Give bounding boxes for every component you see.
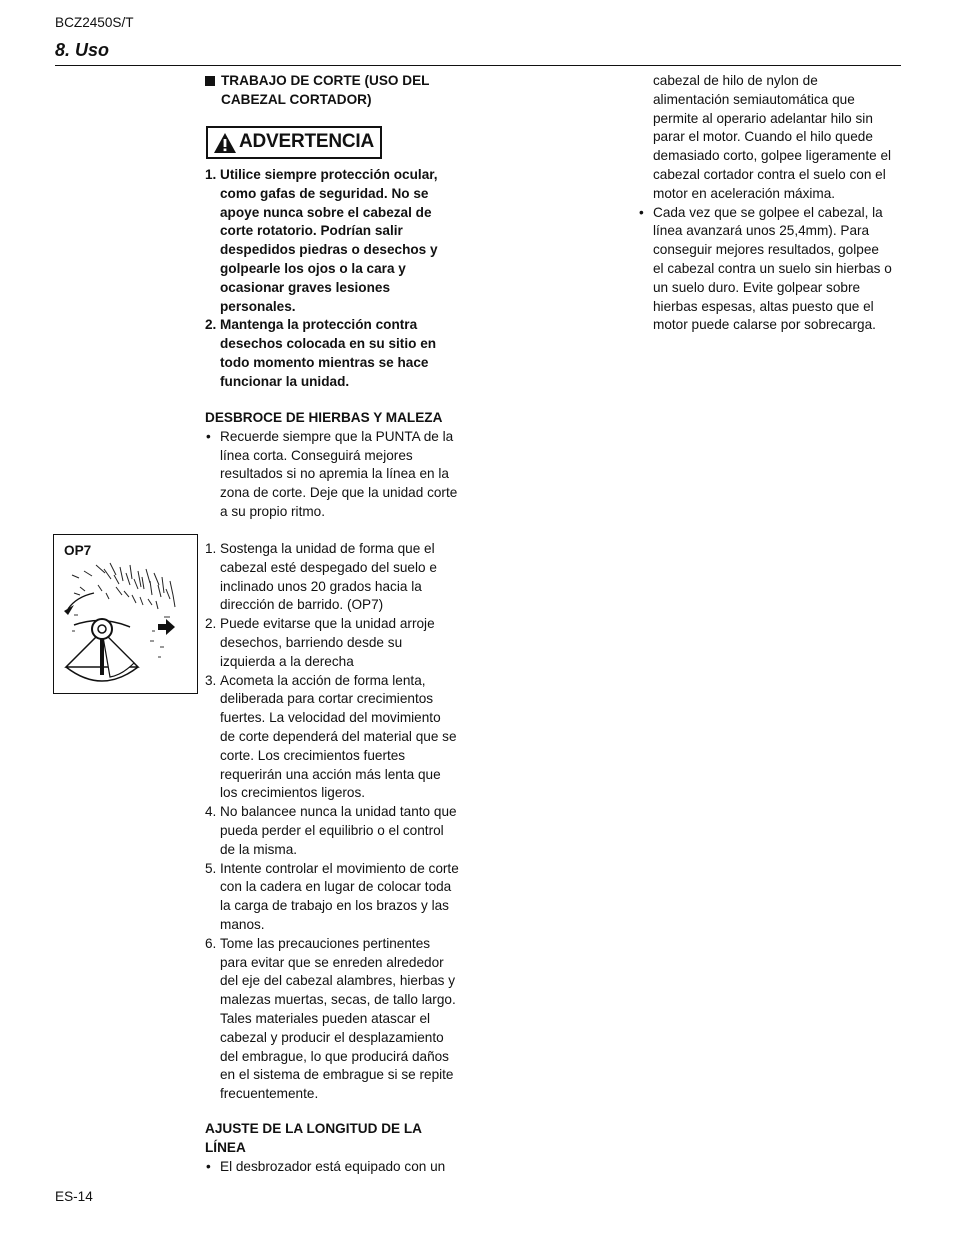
- trimmer-head-icon: [66, 619, 138, 681]
- text-line: fuertes. La velocidad del movimiento: [220, 710, 441, 726]
- item-number: 2.: [205, 317, 217, 333]
- model-number: BCZ2450S/T: [55, 15, 134, 30]
- text-line: izquierda a la derecha: [220, 653, 354, 669]
- text-line: Acometa la acción de forma lenta,: [220, 672, 426, 688]
- text-line: con la cadera en lugar de colocar toda: [220, 879, 452, 895]
- text-line: manos.: [220, 916, 265, 932]
- text-line: golpearle los ojos o la cara y: [220, 260, 406, 276]
- warning-box: [206, 126, 382, 159]
- step-item: [205, 540, 473, 615]
- cutting-heading-line: TRABAJO DE CORTE (USO DEL: [221, 73, 430, 88]
- steps-list: [205, 540, 473, 1104]
- bullet-item: [638, 204, 906, 336]
- text-line: de la misma.: [220, 841, 298, 857]
- text-line: la carga de trabajo en los brazos y las: [220, 898, 449, 914]
- grass-strokes: [72, 563, 175, 609]
- text-line: resultados si no apremia la línea en la: [220, 466, 449, 482]
- text-line: deliberada para cortar crecimientos: [220, 691, 434, 707]
- text-line: Tome las precauciones pertinentes: [220, 935, 431, 951]
- heading-line: AJUSTE DE LA LONGITUD DE LA: [205, 1121, 423, 1136]
- text-line: Tales materiales pueden atascar el: [220, 1010, 431, 1026]
- text-line: inclinado unos 20 grados hacia la: [220, 578, 422, 594]
- ajuste-heading: [205, 1120, 473, 1158]
- right-column: [638, 72, 906, 335]
- text-line: Puede evitarse que la unidad arroje: [220, 616, 435, 632]
- page-number: ES-14: [55, 1189, 93, 1204]
- warning-label: ADVERTENCIA: [238, 131, 375, 153]
- text-line: No balancee nunca la unidad tanto que: [220, 804, 457, 820]
- step-item: [205, 935, 473, 1104]
- bullet-dot-icon: •: [206, 428, 211, 444]
- text-line: requerirán una acción más lenta que: [220, 766, 441, 782]
- text-line: Mantenga la protección contra: [220, 317, 418, 333]
- left-column: [205, 72, 473, 110]
- text-line: motor en aceleración máxima.: [653, 185, 836, 201]
- text-line: línea corta. Conseguirá mejores: [220, 447, 413, 463]
- text-line: cabezal cortador contra el suelo con el: [653, 166, 886, 182]
- text-line: cabezal esté despegado del suelo e: [220, 559, 437, 575]
- step-item: [205, 615, 473, 671]
- text-line: en el sistema de embrague si se repite: [220, 1067, 454, 1083]
- text-line: zona de corte. Deje que la unidad corte: [220, 485, 458, 501]
- desbroce-heading: DESBROCE DE HIERBAS Y MALEZA: [205, 410, 443, 425]
- step-item: [205, 860, 473, 935]
- text-line: alimentación semiautomática que: [653, 91, 855, 107]
- warning-item: [205, 166, 473, 316]
- text-line: desechos, barriendo desde su: [220, 634, 403, 650]
- text-line: como gafas de seguridad. No se: [220, 185, 429, 201]
- direction-arrow-icon: [158, 619, 175, 635]
- bullet-dot-icon: •: [639, 204, 644, 220]
- text-line: demasiado corto, golpee ligeramente el: [653, 148, 892, 164]
- item-number: 1.: [205, 541, 217, 556]
- text-line: Recuerde siempre que la PUNTA de la: [220, 428, 454, 444]
- square-bullet-icon: [205, 76, 215, 86]
- text-line: despedidos piedras o desechos y: [220, 242, 438, 258]
- item-number: 1.: [205, 167, 217, 182]
- text-line: conseguir mejores resultados, golpee: [653, 242, 879, 258]
- text-line: todo momento mientras se hace: [220, 354, 429, 370]
- warning-list: [205, 166, 473, 392]
- bullet-dot-icon: •: [206, 1158, 211, 1174]
- text-line: parar el motor. Cuando el hilo quede: [653, 129, 873, 145]
- cutting-heading-line: CABEZAL CORTADOR): [221, 91, 372, 107]
- text-line: personales.: [220, 298, 296, 314]
- cutting-heading: [205, 72, 473, 110]
- text-line: los crecimientos ligeros.: [220, 785, 366, 801]
- text-line: frecuentemente.: [220, 1086, 319, 1102]
- text-line: permite al operario adelantar hilo sin: [653, 110, 873, 126]
- figure-op7: [53, 534, 198, 694]
- step-item: [205, 672, 473, 804]
- text-line: El desbrozador está equipado con un: [220, 1158, 446, 1174]
- text-line: pueda perder el equilibrio o el control: [220, 822, 444, 838]
- item-number: 3.: [205, 672, 217, 688]
- text-line: cabezal y producir el desplazamiento: [220, 1029, 444, 1045]
- text-line: dirección de barrido. (OP7): [220, 597, 384, 613]
- item-number: 5.: [205, 860, 217, 876]
- text-line: el cabezal contra un suelo sin hierbas o: [653, 260, 892, 276]
- heading-line: LÍNEA: [205, 1139, 246, 1155]
- text-line: del eje del cabezal alambres, hierbas y: [220, 973, 456, 989]
- bullet-item: [205, 1158, 473, 1177]
- warning-triangle-icon: [214, 133, 236, 153]
- text-line: corte. Los crecimientos fuertes: [220, 747, 406, 763]
- ajuste-section: [205, 1120, 473, 1176]
- header-rule: [55, 65, 901, 66]
- text-line: motor puede calarse por sobrecarga.: [653, 317, 876, 333]
- text-line: de corte dependerá del material que se: [220, 728, 457, 744]
- text-line: Sostenga la unidad de forma que el: [220, 541, 435, 556]
- text-line: apoye nunca sobre el cabezal de: [220, 204, 432, 220]
- warning-item: [205, 316, 473, 391]
- section-title: 8. Uso: [55, 40, 110, 60]
- text-line: Cada vez que se golpee el cabezal, la: [653, 204, 883, 220]
- text-line: un suelo duro. Evite golpear sobre: [653, 279, 861, 295]
- step-item: [205, 803, 473, 859]
- figure-label: OP7: [64, 543, 92, 558]
- text-line: desechos colocada en su sitio en: [220, 336, 437, 352]
- text-line: malezas muertas, secas, de tallo largo.: [220, 992, 456, 1008]
- text-line: línea avanzará unos 25,4mm). Para: [653, 223, 870, 239]
- text-line: cabezal de hilo de nylon de: [653, 73, 818, 88]
- text-line: funcionar la unidad.: [220, 373, 350, 389]
- item-number: 6.: [205, 935, 217, 951]
- continuation-text: [638, 72, 906, 204]
- bullet-item: [205, 428, 473, 522]
- item-number: 4.: [205, 804, 217, 820]
- text-line: Intente controlar el movimiento de corte: [220, 860, 459, 876]
- text-line: del embrague, lo que producirá daños: [220, 1048, 449, 1064]
- item-number: 2.: [205, 616, 217, 632]
- text-line: corte rotatorio. Podrían salir: [220, 223, 403, 239]
- trimmer-illustration: [54, 535, 197, 693]
- desbroce-section: [205, 409, 473, 522]
- text-line: Utilice siempre protección ocular,: [220, 167, 438, 182]
- text-line: para evitar que se enreden alrededor: [220, 954, 444, 970]
- text-line: a su propio ritmo.: [220, 503, 326, 519]
- text-line: ocasionar graves lesiones: [220, 279, 391, 295]
- text-line: hierbas espesas, altas puesto que el: [653, 298, 874, 314]
